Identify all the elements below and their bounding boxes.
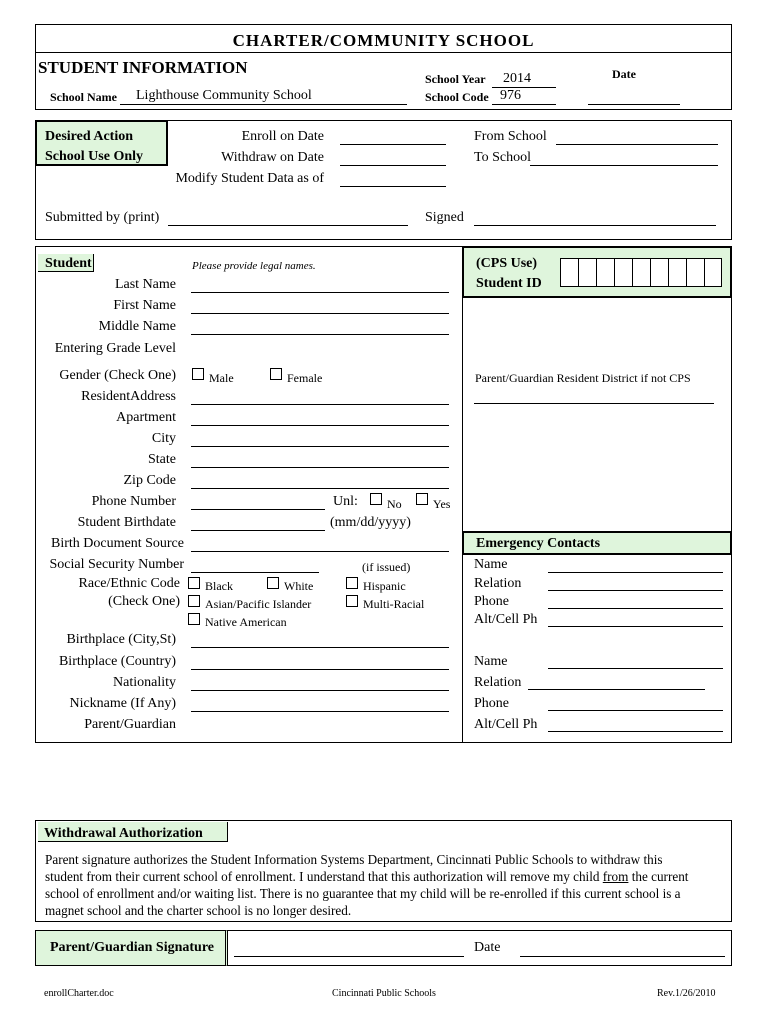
race-label: Race/Ethnic Code <box>78 576 180 591</box>
last-name-label: Last Name <box>114 277 176 292</box>
ec2-name-label: Name <box>474 654 508 669</box>
student-id-boxes[interactable] <box>560 258 722 287</box>
student-id-label: Student ID <box>476 276 542 291</box>
withdrawal-text-4: magnet school and the charter school is no longer desired. <box>45 903 352 918</box>
ec2-phone-line[interactable] <box>548 710 723 711</box>
state-line[interactable] <box>191 467 449 468</box>
phone-line[interactable] <box>191 509 325 510</box>
birth-doc-label: Birth Document Source <box>51 536 184 551</box>
ec2-name-line[interactable] <box>548 668 723 669</box>
ec1-name-line[interactable] <box>548 572 723 573</box>
ec1-relation-label: Relation <box>474 576 522 591</box>
withdrawal-text-3: school of enrollment and/or waiting list. There is no guarantee that my child will be re-enrolled if this current school is a <box>45 886 681 901</box>
middle-name-line[interactable] <box>191 334 449 335</box>
date-format-label: (mm/dd/yyyy) <box>330 515 411 530</box>
ssn-line[interactable] <box>191 572 319 573</box>
ec1-phone-label: Phone <box>474 594 509 609</box>
cps-use-label: (CPS Use) <box>476 256 538 271</box>
last-name-line[interactable] <box>191 292 449 293</box>
white-label: White <box>284 579 314 593</box>
withdrawal-text-1: Parent signature authorizes the Student Information Systems Department, Cincinnati Public Schools to withdraw this <box>45 852 663 867</box>
school-code-label: School Code <box>425 90 489 104</box>
ec1-alt-label: Alt/Cell Ph <box>474 612 538 627</box>
zip-line[interactable] <box>191 488 449 489</box>
nickname-line[interactable] <box>191 711 449 712</box>
ssn-label: Social Security Number <box>49 557 184 572</box>
resident-district-line[interactable] <box>474 403 714 404</box>
ec1-phone-line[interactable] <box>548 608 723 609</box>
student-column-divider <box>462 246 463 743</box>
grade-level-label: Entering Grade Level <box>54 341 176 356</box>
male-checkbox[interactable] <box>192 368 204 380</box>
ec2-relation-line[interactable] <box>528 689 705 690</box>
city-line[interactable] <box>191 446 449 447</box>
unl-label: Unl: <box>333 494 358 509</box>
ec2-alt-label: Alt/Cell Ph <box>474 717 538 732</box>
from-school-label: From School <box>474 129 547 144</box>
ec2-alt-line[interactable] <box>548 731 723 732</box>
hispanic-label: Hispanic <box>363 579 406 593</box>
female-label: Female <box>287 371 323 385</box>
section-title: STUDENT INFORMATION <box>38 58 248 77</box>
middle-name-label: Middle Name <box>98 319 176 334</box>
unl-no-label: No <box>387 497 402 511</box>
to-school-line[interactable] <box>530 165 718 166</box>
submitted-by-label: Submitted by (print) <box>45 210 160 225</box>
unl-no-checkbox[interactable] <box>370 493 382 505</box>
birthplace-country-label: Birthplace (Country) <box>58 654 176 669</box>
signature-date-line[interactable] <box>520 956 725 957</box>
black-label: Black <box>205 579 233 593</box>
native-american-checkbox[interactable] <box>188 613 200 625</box>
school-code-value[interactable]: 976 <box>500 88 521 103</box>
school-use-only-label: School Use Only <box>45 149 144 164</box>
apartment-label: Apartment <box>116 410 176 425</box>
nationality-line[interactable] <box>191 690 449 691</box>
resident-district-label: Parent/Guardian Resident District if not CPS <box>475 371 691 385</box>
footer-file: enrollCharter.doc <box>44 988 114 999</box>
zip-label: Zip Code <box>123 473 176 488</box>
male-label: Male <box>209 371 234 385</box>
student-heading: Student <box>45 256 92 271</box>
birth-doc-line[interactable] <box>191 551 449 552</box>
city-label: City <box>151 431 176 446</box>
modify-data-line[interactable] <box>340 186 446 187</box>
parent-guardian-label: Parent/Guardian <box>84 717 176 732</box>
desired-action-label: Desired Action <box>45 129 134 144</box>
birthplace-city-label: Birthplace (City,St) <box>66 632 176 647</box>
phone-label: Phone Number <box>91 494 176 509</box>
legal-names-note: Please provide legal names. <box>192 260 316 272</box>
female-checkbox[interactable] <box>270 368 282 380</box>
modify-data-label: Modify Student Data as of <box>175 171 324 186</box>
asian-checkbox[interactable] <box>188 595 200 607</box>
multi-racial-checkbox[interactable] <box>346 595 358 607</box>
submitted-by-line[interactable] <box>168 225 408 226</box>
withdrawal-text-2: student from their current school of enrollment. I understand that this authorization will remove my child from the current <box>45 869 689 884</box>
unl-yes-label: Yes <box>433 497 451 511</box>
signed-label: Signed <box>425 210 464 225</box>
black-checkbox[interactable] <box>188 577 200 589</box>
school-code-line <box>492 104 556 105</box>
unl-yes-checkbox[interactable] <box>416 493 428 505</box>
native-american-label: Native American <box>205 615 287 629</box>
gender-label: Gender (Check One) <box>59 368 176 383</box>
check-one-label: (Check One) <box>108 594 180 609</box>
first-name-label: First Name <box>113 298 176 313</box>
ec2-phone-label: Phone <box>474 696 509 711</box>
signature-line[interactable] <box>234 956 464 957</box>
nationality-label: Nationality <box>113 675 176 690</box>
emergency-heading: Emergency Contacts <box>476 536 601 551</box>
school-name-line <box>120 104 407 105</box>
white-checkbox[interactable] <box>267 577 279 589</box>
birthplace-country-line[interactable] <box>191 669 449 670</box>
apartment-line[interactable] <box>191 425 449 426</box>
if-issued-label: (if issued) <box>362 560 411 574</box>
signature-label: Parent/Guardian Signature <box>50 940 215 955</box>
school-name-value[interactable]: Lighthouse Community School <box>136 88 312 103</box>
birthdate-label: Student Birthdate <box>77 515 176 530</box>
date-label: Date <box>612 67 636 81</box>
resident-address-label: ResidentAddress <box>81 389 176 404</box>
asian-label: Asian/Pacific Islander <box>205 597 312 611</box>
withdraw-on-date-line[interactable] <box>340 165 446 166</box>
title-divider <box>35 52 732 53</box>
hispanic-checkbox[interactable] <box>346 577 358 589</box>
multi-racial-label: Multi-Racial <box>363 597 425 611</box>
from-school-line[interactable] <box>556 144 718 145</box>
form-title: CHARTER/COMMUNITY SCHOOL <box>232 31 535 50</box>
birthdate-line[interactable] <box>191 530 325 531</box>
school-year-label: School Year <box>425 72 486 86</box>
resident-address-line[interactable] <box>191 404 449 405</box>
first-name-line[interactable] <box>191 313 449 314</box>
footer-rev: Rev.1/26/2010 <box>657 988 716 999</box>
date-line[interactable] <box>588 104 680 105</box>
state-label: State <box>148 452 176 467</box>
footer-org: Cincinnati Public Schools <box>332 988 436 999</box>
birthplace-city-line[interactable] <box>191 647 449 648</box>
school-name-label: School Name <box>50 90 117 104</box>
ec1-name-label: Name <box>474 557 508 572</box>
withdrawal-heading: Withdrawal Authorization <box>44 826 203 841</box>
withdraw-on-date-label: Withdraw on Date <box>221 150 324 165</box>
signed-line[interactable] <box>474 225 716 226</box>
enroll-on-date-line[interactable] <box>340 144 446 145</box>
ec2-relation-label: Relation <box>474 675 522 690</box>
school-year-value[interactable]: 2014 <box>503 71 531 86</box>
enroll-on-date-label: Enroll on Date <box>241 129 324 144</box>
nickname-label: Nickname (If Any) <box>69 696 176 711</box>
ec1-relation-line[interactable] <box>548 590 723 591</box>
ec1-alt-line[interactable] <box>548 626 723 627</box>
signature-date-label: Date <box>474 940 501 955</box>
to-school-label: To School <box>474 150 531 165</box>
